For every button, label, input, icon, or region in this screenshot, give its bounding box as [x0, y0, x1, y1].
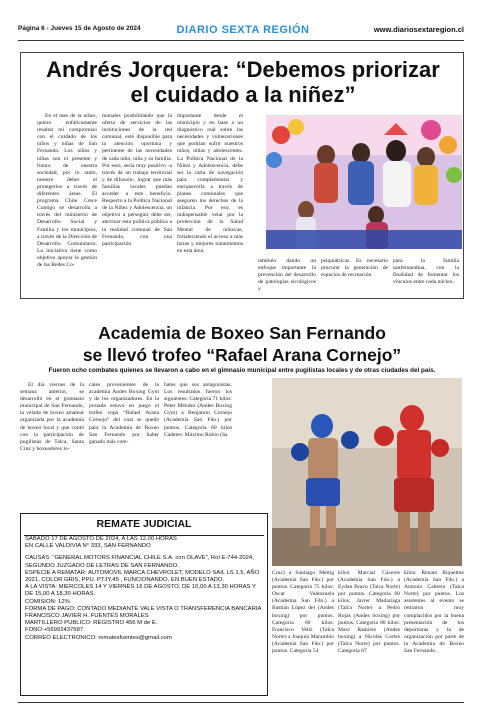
article-photo-children — [266, 115, 462, 249]
remate-line: CORREO ELECTRONICO: rematesfuentes@gmail.com — [25, 634, 172, 641]
article-subhead: Fueron ocho combates quienes se llevaron a cabo en el gimnasio municipal entre pugilistas locales y de otras ciudades del país. — [48, 367, 436, 374]
remate-line: EN CALLE VALDIVIA N° 333, SAN FERNANDO — [25, 543, 151, 550]
remate-line: FRANCISCO JAVIER H. FUENTES MORALES — [25, 613, 149, 620]
article-column: cales provenientes de la academia Andes Boxing Gym y de los organizadores. En la jornada estuvo en juego el trofeo copa “Rafael Arana Cornejo” del cual se quedó para la Academia de Boxeo San Fernando por haber ganado más com- — [89, 382, 159, 445]
headline-line-1: Andrés Jorquera: “Debemos priorizar — [46, 57, 440, 82]
article-column: Cruz) a Santiago Mettig (Academia San Fdo.) por puntos. Categoría 75 kilos: Oscar Valenzuela (Academia San Fdo.) a Bastián López del (Andes boxing) por puntos. Categoría 60 kilos: Francisco Veliz (Talca Norte) a Joaquín Marambio (Academia San Fdo.) por puntos. Categoría 54 — [272, 570, 334, 655]
remate-line: A LA VISTA: MIERCOLES 14 Y VIERNES 16 DE AGOSTO, DE 10,00 A 13,30 HORAS Y DE 15,00 A 18,30 HORAS. — [25, 584, 256, 598]
headline-line-2: el cuidado a la niñez” — [130, 82, 356, 107]
page-number-date: Página 6 - Jueves 15 de Agosto de 2024 — [18, 25, 141, 32]
remate-line: CAUSAS: “GENERAL MOTORS FINANCIAL CHILE S.A. con OLAVE”, Rol E-744-2024, SEGUNDO JUZGADO DE LETRAS DE SAN FERNANDO. — [25, 555, 254, 569]
article-column: bates que sus antagonistas. Los resultados fueron los siguientes: Categoría 71 kilos: Peter Méndez (Andes Boxing Gym) a Benjamín Cornejo (Academia San Fdo.) por puntos. Categoría 60 kilos Cadetes: Máximo Rubio (Sa — [164, 382, 232, 438]
header-divider — [18, 40, 464, 41]
remate-line: MARTILLERO PUBLICO: REGISTRO 456 M de E. — [25, 620, 158, 627]
article-headline — [21, 57, 465, 107]
article-column: psiquiátricas. Es necesario procurar la generación de espacios de recreación — [321, 258, 388, 279]
remate-line: FORMA DE PAGO: CONTADO MEDIANTE VALE VISTA O TRANSFERENCIA BANCARIA — [25, 605, 262, 612]
article-column: El día viernes de la semana anterior, se desarrolló en el gimnasio municipal de San Fernando, la velada de boxeo amateur organizada por la academia de boxeo local y que contó con la participación de pugilistas de Talca, Santa Cruz y boxeadores lo- — [20, 382, 84, 452]
page-header — [18, 24, 464, 38]
remate-line: FONO:+56992437687 — [25, 627, 84, 634]
article-column: importante desde el municipio y en base a un diagnóstico real sobre las necesidades y vulneraciones que podrían sufrir nuestros niños, niñas y adolescentes. La Política Nacional de la Niñez y Adolescencia, debe ser la carta de navegación para complementar y enriquecerla a través de planes comunales que aseguren los derechos de la infancia. Por eso, es indispensable velar por la protección de la Salud Mental de niños/as, fortaleciendo el acceso a más horas y mejores tratamientos en esta área, — [177, 113, 243, 254]
article-photo-boxers — [272, 378, 462, 566]
article-column: para la familia sanfernandina, con la finalidad de fomentar los vínculos entre cada núcleo. — [393, 258, 459, 286]
remate-line: ESPECIE A REMATAR: AUTOMOVIL MARCA CHEVROLET, MODELO SAIL LS 1.5, AÑO 2021, COLOR GRIS, PPU. PTJY.45 , FUNCIONANDO, EN BUEN ESTADO. — [25, 569, 260, 584]
article-column: kilos: Renato Riquelme (Academia San Fdo.) a Antonio Cabrera (Talca Norte) por puntos. Los asistentes al evento se retiraron muy complacidos por la buena presentación de los deportistas y la de organización por parte de la Academia de Boxeo San Fernando. — [404, 570, 464, 655]
remate-body — [25, 536, 263, 642]
footer-divider — [18, 702, 464, 703]
remate-judicial-box — [20, 513, 268, 696]
remate-line: COMISION: 12% — [25, 598, 70, 605]
article-column: kilos: Marcial Cáceres (Academia San Fdo.) a Eydan Bravo (Talca Norte) por puntos. Categoría 60 kilos: Javier Madariaga (Talca Norte) a Pedro Rojas (Andes boxing) por puntos. Categoría 80 kilos: Maxi Ramírez (Andes boxing) a Nicolás Cortes (Talca Norte) por puntos. Categoría 67 — [338, 570, 400, 655]
headline-line-2: se llevó trofeo “Rafael Arana Cornejo” — [82, 345, 402, 365]
article-column: también dando un enfoque importante la prevención del desarrollo de patologías sicológicos y — [258, 258, 316, 293]
remate-line: SABADO 17 DE AGOSTO DE 2024, A LAS 12,00 HORAS — [25, 536, 177, 542]
website-link[interactable]: www.diariosextaregion.cl — [373, 25, 464, 34]
headline-line-1: Academia de Boxeo San Fernando — [98, 323, 386, 343]
remate-title: REMATE JUDICIAL — [96, 518, 192, 530]
article-column: munales posibilitando que la oferta de servicios de las instituciones de la red comunal, esté disponible para la atención oportuna y pertinente de las necesidades de cada niño, niña y su familia. Por esto, sería muy positivo -a través de un trabajo territorial y de difusión-, lograr que más familias locales puedan acceder a este beneficio. Respecto a la Política Nacional de la Niñez y Adolescencia, un objetivo a perseguir debe ser, aterrizar esta política pública a la realidad comunal de San Fernando, con una participación — [102, 113, 172, 247]
article-headline — [20, 322, 464, 366]
masthead: DIARIO SEXTA REGIÓN — [176, 24, 310, 36]
article-column: En el mes de la niñez, quiero enfáticamente resaltar mi compromiso con el cuidado de los niños y niñas de San Fernando. Los niños y niñas son el presente y futuro de nuestra sociedad, por lo tanto, nuestro deber el protegerlos a través de diferentes áreas. El programa Chile Crece Contigo se desarrolla a través del ministerio de Desarrollo Social y Familia y los municipios, a través de la Dirección de Desarrollo Comunitario. La iniciativa tiene como objetivo apoyar la gestión de las Redes Co- — [37, 113, 97, 268]
article-jorquera — [20, 52, 464, 299]
